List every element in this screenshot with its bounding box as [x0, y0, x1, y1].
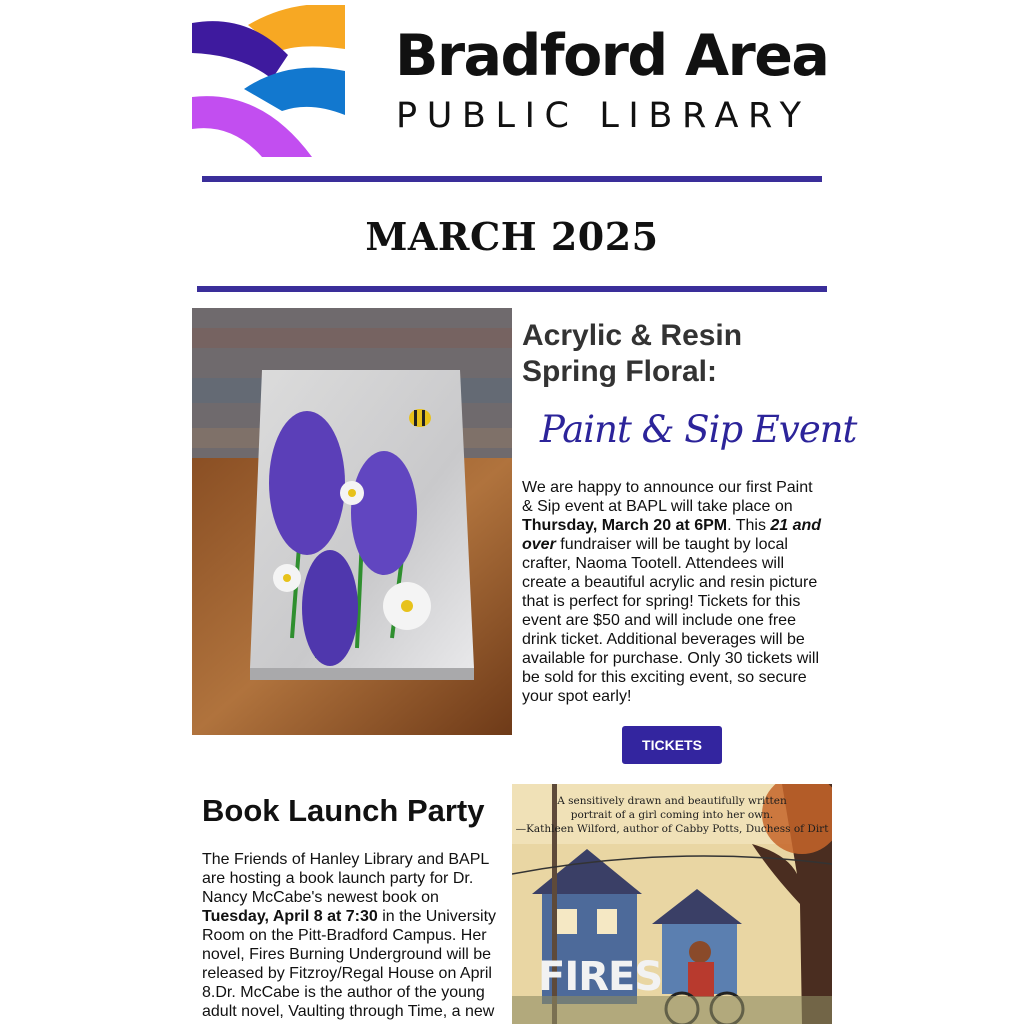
cover-quote-line1: A sensitively drawn and beautifully written — [557, 795, 787, 807]
book-desc-part2: in the University Room on the Pitt-Bradford Campus. Her novel, Fires Burning Underground will be released by Fitzroy/Regal House on April 8.Dr. McCabe is the author of the young adult novel, Vaulting through Time, a new — [202, 908, 497, 1020]
book-cover-image — [512, 784, 832, 1024]
event-age-restriction: 21 and over — [522, 517, 822, 553]
event-desc-part3: fundraiser will be taught by local crafter, Naoma Tootell. Attendees will create a beautiful acrylic and resin picture that is perfect for spring! Tickets for this event are $50 and will include one free drink ticket. Additional beverages will be available for purchase. Only 30 tickets will be sold for this exciting event, so secure your spot early! — [522, 536, 820, 705]
event-desc-part2: . This — [727, 517, 771, 534]
cover-quote-line2: portrait of a girl coming into her own. — [570, 809, 774, 821]
book-cover-title: FIRES — [538, 954, 663, 1000]
book-launch-title: Book Launch Party — [202, 793, 485, 828]
book-launch-date: Tuesday, April 8 at 7:30 — [202, 908, 378, 925]
event-title — [522, 318, 822, 390]
divider-top — [202, 176, 822, 182]
tickets-button[interactable]: TICKETS — [622, 726, 722, 764]
brand-subtitle: PUBLIC LIBRARY — [396, 96, 811, 136]
floral-resin-artwork-image — [192, 308, 512, 735]
book-desc-part1: The Friends of Hanley Library and BAPL are hosting a book launch party for Dr. Nancy McCabe's newest book on — [202, 851, 489, 906]
event-date: Thursday, March 20 at 6PM — [522, 517, 728, 534]
event-description — [522, 478, 827, 706]
book-launch-description — [202, 850, 502, 1021]
book-cover-quote — [512, 794, 832, 836]
brand-title: Bradford Area — [395, 23, 829, 89]
month-title: MARCH 2025 — [365, 214, 659, 259]
event-title-line1: Acrylic & Resin — [522, 319, 743, 352]
divider-bottom — [197, 286, 827, 292]
library-arcs-logo-icon — [192, 5, 345, 157]
cover-quote-attribution: —Kathleen Wilford, author of Cabby Potts, Duchess of Dirt — [515, 823, 829, 835]
event-title-line2: Spring Floral: — [522, 355, 717, 388]
event-desc-part1: We are happy to announce our first Paint & Sip event at BAPL will take place on — [522, 479, 813, 515]
paint-sip-script-heading: Paint & Sip Event — [540, 408, 857, 451]
